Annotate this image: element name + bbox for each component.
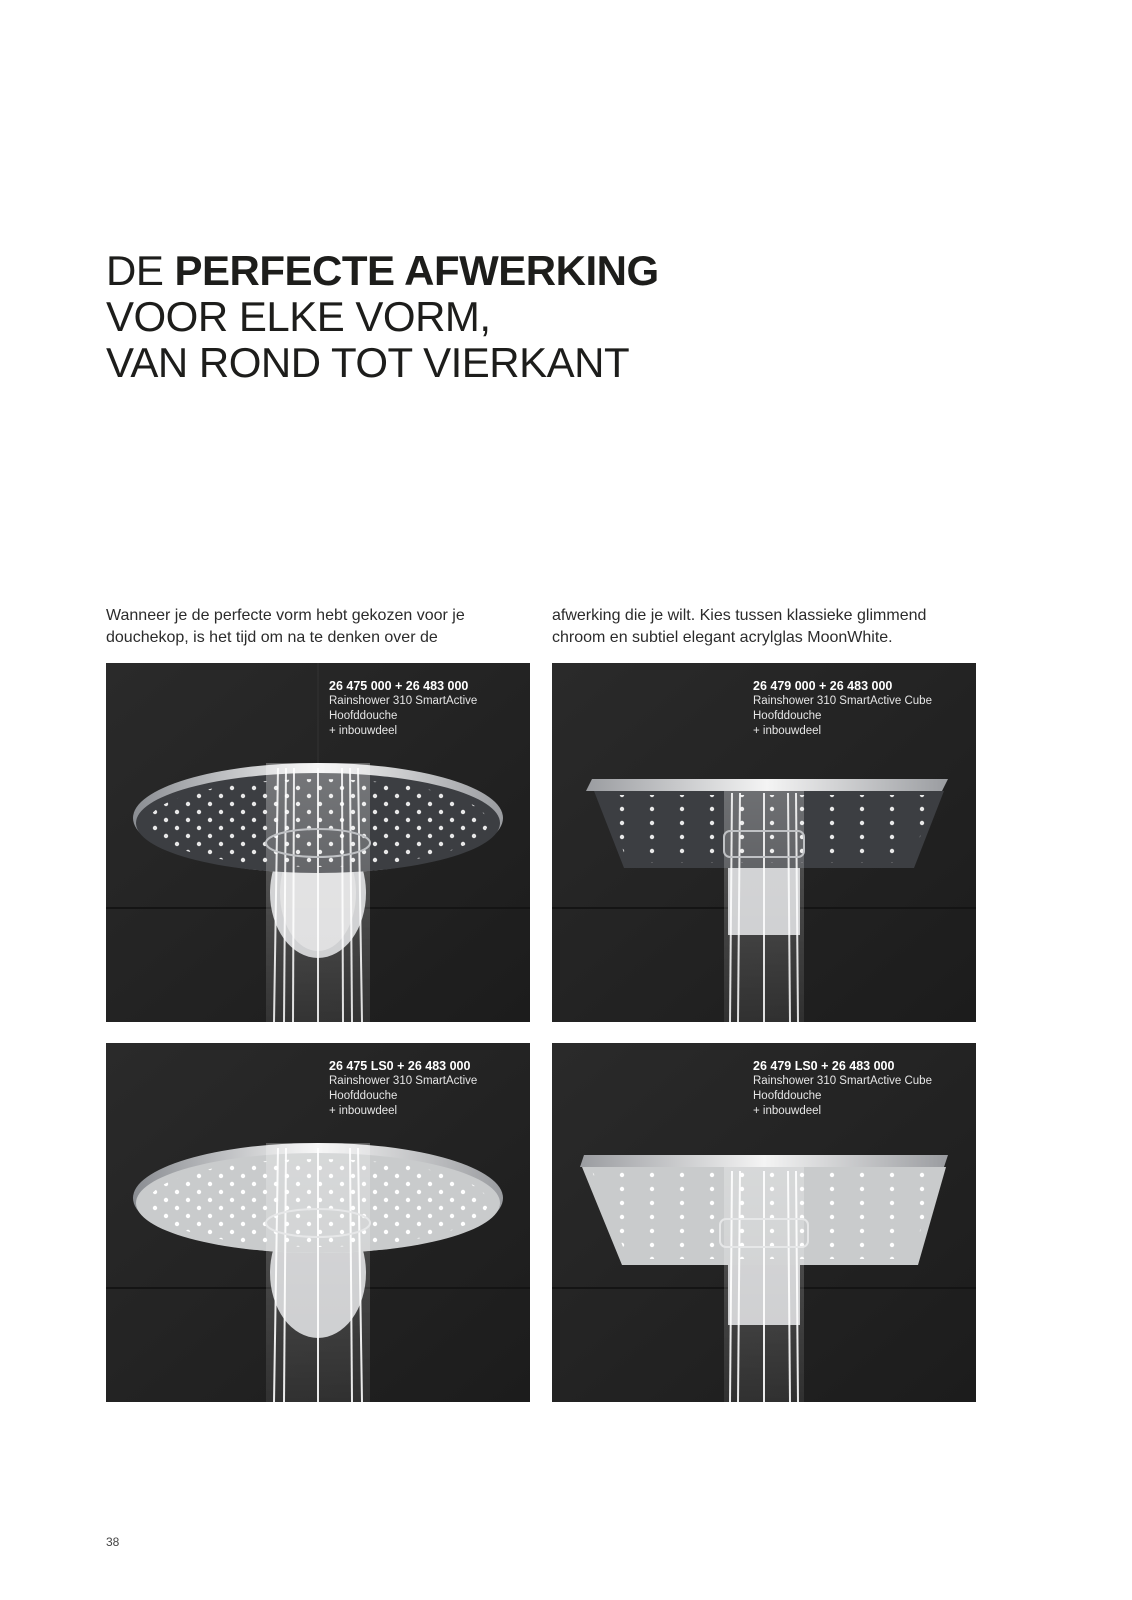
product-image-round-chrome — [106, 663, 530, 1022]
product-image-round-moonwhite — [106, 1043, 530, 1402]
product-type: Hoofddouche — [329, 1090, 398, 1102]
product-caption — [329, 1059, 477, 1119]
product-code: 26 475 000 + 26 483 000 — [329, 679, 469, 693]
headline-line2: VOOR ELKE VORM, — [106, 293, 491, 340]
product-type: Hoofddouche — [753, 710, 822, 722]
intro-text-left: Wanneer je de perfecte vorm hebt gekozen voor je douchekop, is het tijd om na te denken over de — [106, 607, 465, 646]
headline-light: DE — [106, 247, 175, 294]
headline-bold: PERFECTE AFWERKING — [174, 247, 659, 294]
product-extra: + inbouwdeel — [329, 725, 398, 737]
product-extra: + inbouwdeel — [753, 725, 822, 737]
product-type: Hoofddouche — [753, 1090, 822, 1102]
product-name: Rainshower 310 SmartActive Cube — [753, 695, 932, 707]
page-headline — [106, 248, 659, 386]
product-code: 26 479 000 + 26 483 000 — [753, 679, 893, 693]
intro-text-right: afwerking die je wilt. Kies tussen klassieke glimmend chroom en subtiel elegant acrylglas MoonWhite. — [552, 607, 927, 646]
product-code: 26 479 LS0 + 26 483 000 — [753, 1059, 895, 1073]
product-name: Rainshower 310 SmartActive — [329, 695, 478, 707]
product-extra: + inbouwdeel — [329, 1105, 398, 1117]
product-name: Rainshower 310 SmartActive Cube — [753, 1075, 932, 1087]
product-caption — [753, 1059, 932, 1119]
headline-line3: VAN ROND TOT VIERKANT — [106, 339, 630, 386]
product-image-square-moonwhite — [552, 1043, 976, 1402]
product-name: Rainshower 310 SmartActive — [329, 1075, 478, 1087]
product-caption — [329, 679, 477, 739]
product-extra: + inbouwdeel — [753, 1105, 822, 1117]
product-image-square-chrome — [552, 663, 976, 1022]
product-caption — [753, 679, 932, 739]
product-type: Hoofddouche — [329, 710, 398, 722]
product-code: 26 475 LS0 + 26 483 000 — [329, 1059, 471, 1073]
page-number: 38 — [106, 1535, 120, 1549]
